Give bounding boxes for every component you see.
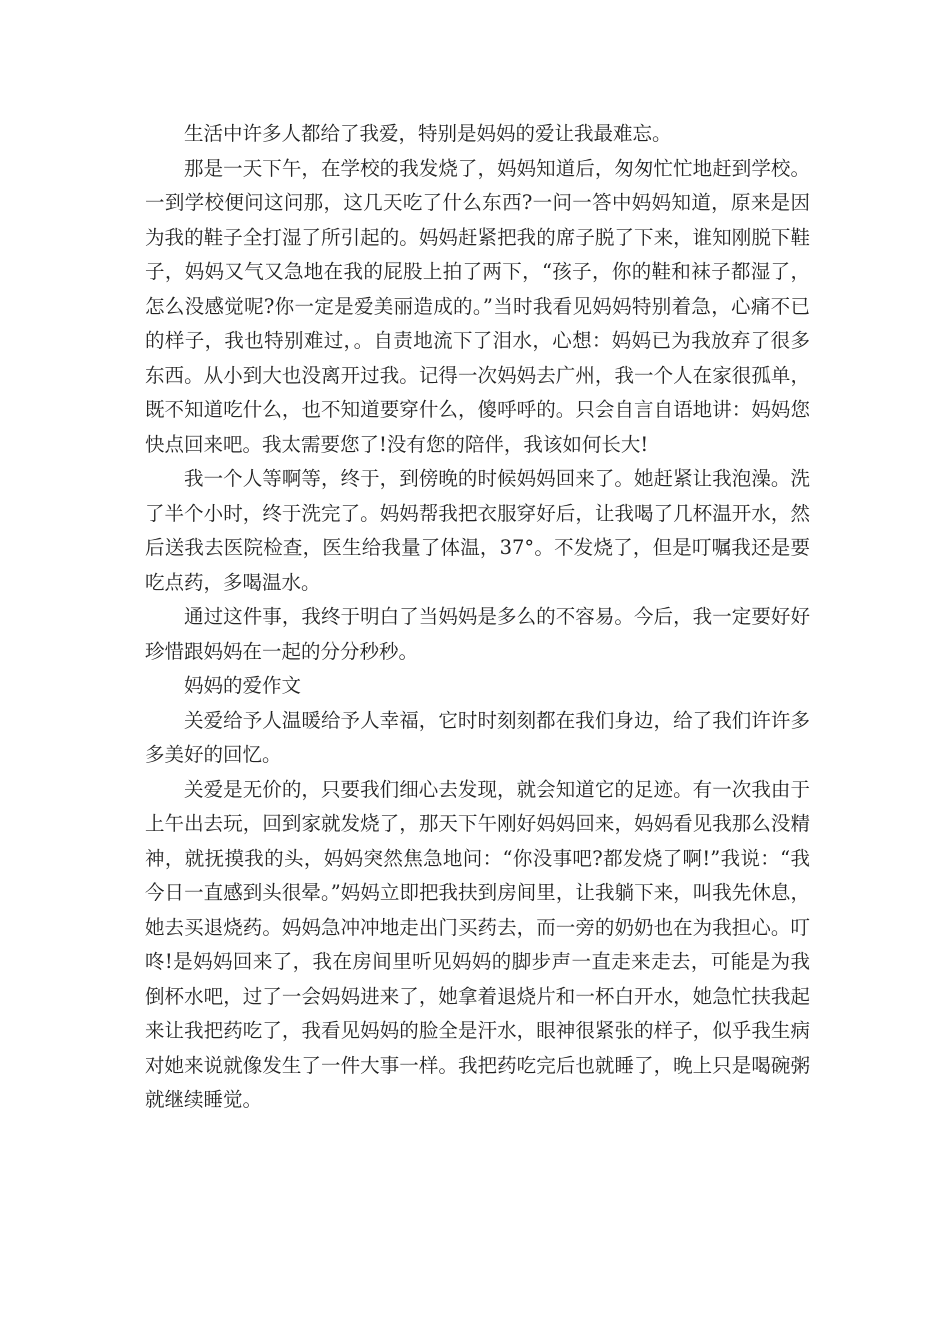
paragraph-fever-story: 那是一天下午，在学校的我发烧了，妈妈知道后，匆匆忙忙地赶到学校。一到学校便问这问那，这几天吃了什么东西?一问一答中妈妈知道，原来是因为我的鞋子全打湿了所引起的。妈妈赶紧把我的席子脱了下来，谁知刚脱下鞋子，妈妈又气又急地在我的屁股上拍了两下，“孩子，你的鞋和袜子都湿了，怎么没感觉呢?你一定是爱美丽造成的。”当时我看见妈妈特别着急，心痛不已的样子，我也特别难过，。自责地流下了泪水，心想：妈妈已为我放弃了很多东西。从小到大也没离开过我。记得一次妈妈去广州，我一个人在家很孤单，既不知道吃什么，也不知道要穿什么，傻呼呼的。只会自言自语地讲：妈妈您快点回来吧。我太需要您了!没有您的陪伴，我该如何长大! [145,156,810,456]
paragraph-care-intro: 关爱给予人温暖给予人幸福，它时时刻刻都在我们身边，给了我们许许多多美好的回忆。 [145,708,810,766]
paragraph-waiting: 我一个人等啊等，终于，到傍晚的时候妈妈回来了。她赶紧让我泡澡。洗了半个小时，终于洗完了。妈妈帮我把衣服穿好后，让我喝了几杯温开水，然后送我去医院检查，医生给我量了体温，37°。不发烧了，但是叮嘱我还是要吃点药，多喝温水。 [145,467,810,594]
essay-title: 妈妈的爱作文 [184,674,302,697]
paragraph-care-story: 关爱是无价的，只要我们细心去发现，就会知道它的足迹。有一次我由于上午出去玩，回到家就发烧了，那天下午刚好妈妈回来，妈妈看见我那么没精神，就抚摸我的头，妈妈突然焦急地问：“你没事吧?都发烧了啊!”我说：“我今日一直感到头很晕。”妈妈立即把我扶到房间里，让我躺下来，叫我先休息，她去买退烧药。妈妈急冲冲地走出门买药去，而一旁的奶奶也在为我担心。叮咚!是妈妈回来了，我在房间里听见妈妈的脚步声一直走来走去，可能是为我倒杯水吧，过了一会妈妈进来了，她拿着退烧片和一杯白开水，她急忙扶我起来让我把药吃了，我看见妈妈的脸全是汗水，眼神很紧张的样子，似乎我生病对她来说就像发生了一件大事一样。我把药吃完后也就睡了，晚上只是喝碗粥就继续睡觉。 [145,777,810,1111]
paragraph-intro: 生活中许多人都给了我爱，特别是妈妈的爱让我最难忘。 [184,122,672,145]
paragraph-conclusion: 通过这件事，我终于明白了当妈妈是多么的不容易。今后，我一定要好好珍惜跟妈妈在一起的分分秒秒。 [145,605,810,663]
article-body [145,117,810,1118]
